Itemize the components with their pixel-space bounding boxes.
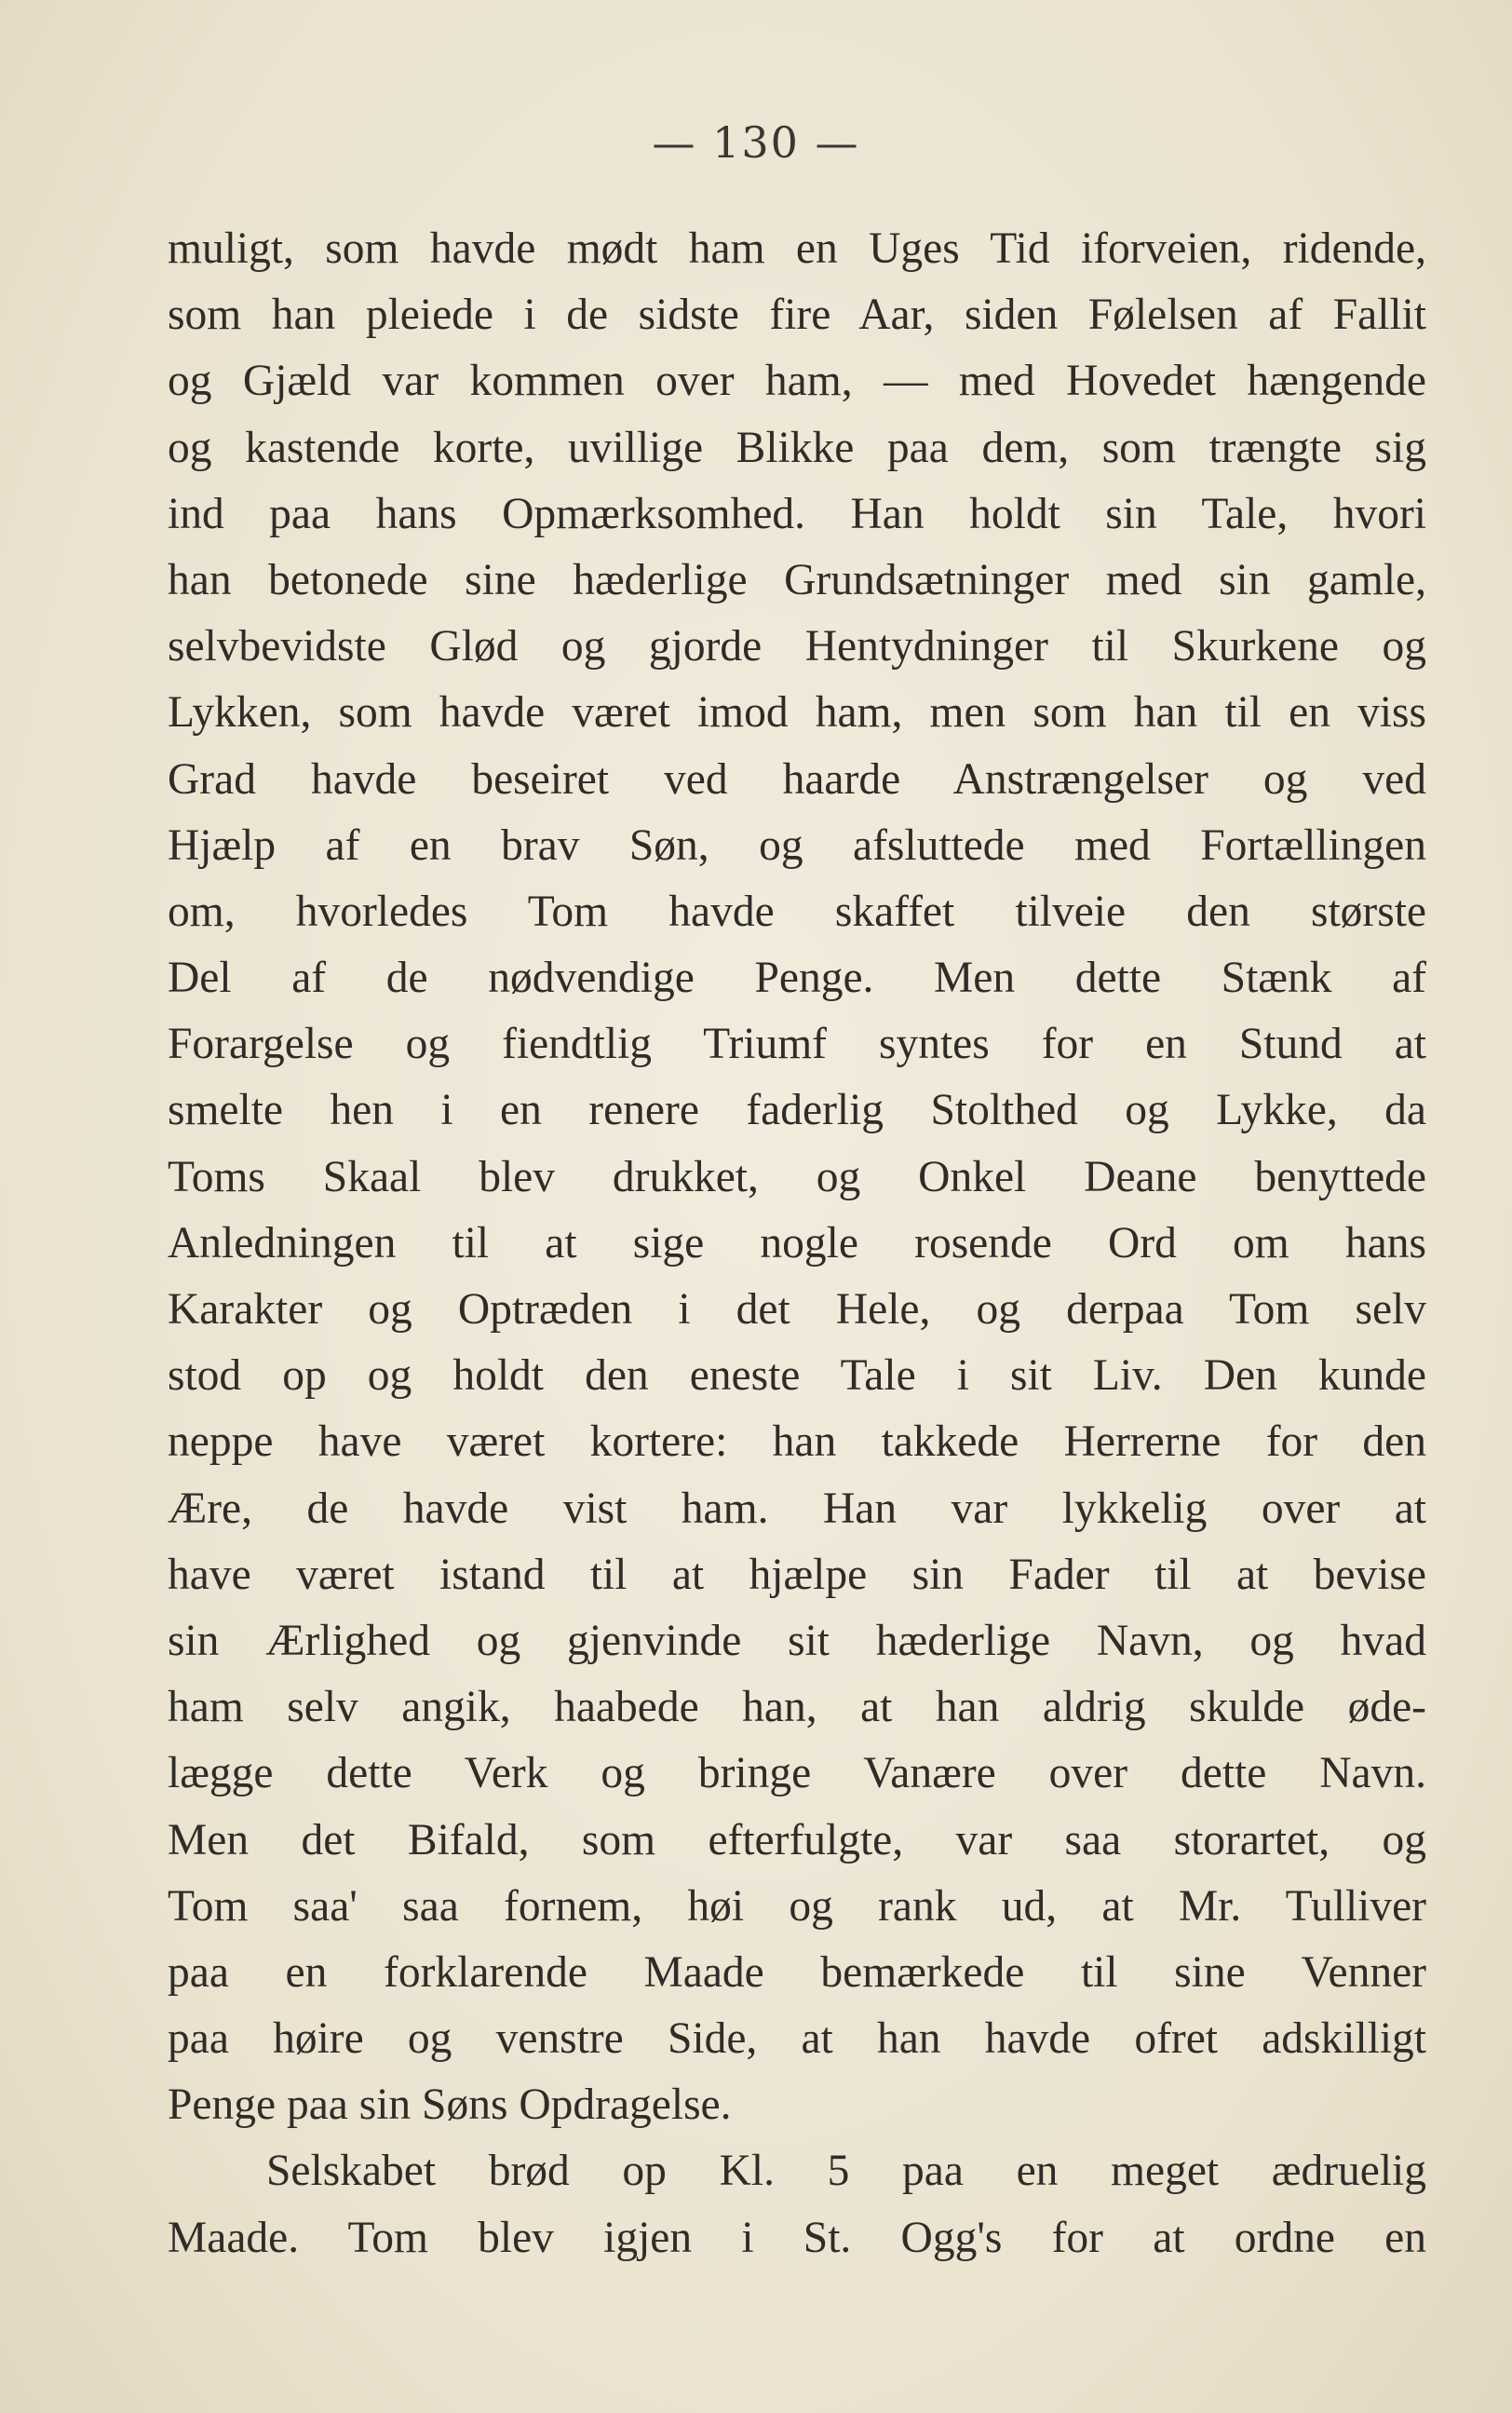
text-line: Maade. Tom blev igjen i St. Ogg's for at ordne en bbox=[168, 2213, 1426, 2262]
text-line: som han pleiede i de sidste fire Aar, siden Følelsen af Fallit bbox=[168, 291, 1426, 340]
text-line: neppe have været kortere: han takkede Herrerne for den bbox=[168, 1417, 1426, 1467]
text-line: Karakter og Optræden i det Hele, og derpaa Tom selv bbox=[168, 1285, 1426, 1334]
text-line: selvbevidste Glød og gjorde Hentydninger til Skurkene og bbox=[168, 622, 1426, 671]
page-number: — 130 — bbox=[652, 117, 860, 168]
body-text bbox=[168, 216, 1426, 2271]
text-line: Forargelse og fiendtlig Triumf syntes for en Stund at bbox=[168, 1020, 1426, 1069]
text-line: sin Ærlighed og gjenvinde sit hæderlige Navn, og hvad bbox=[168, 1616, 1426, 1665]
text-line: om, hvorledes Tom havde skaffet tilveie den største bbox=[168, 887, 1426, 936]
text-line: og Gjæld var kommen over ham, — med Hovedet hængende bbox=[168, 357, 1426, 406]
text-line: paa en forklarende Maade bemærkede til sine Venner bbox=[168, 1947, 1426, 1997]
text-line: smelte hen i en renere faderlig Stolthed og Lykke, da bbox=[168, 1086, 1426, 1135]
text-line: stod op og holdt den eneste Tale i sit Liv. Den kunde bbox=[168, 1351, 1426, 1401]
text-line: have været istand til at hjælpe sin Fader til at bevise bbox=[168, 1550, 1426, 1599]
text-line: Toms Skaal blev drukket, og Onkel Deane benyttede bbox=[168, 1152, 1426, 1201]
text-line: Men det Bifald, som efterfulgte, var saa storartet, og bbox=[168, 1815, 1426, 1864]
text-line: han betonede sine hæderlige Grundsætninger med sin gamle, bbox=[168, 555, 1426, 604]
text-line: muligt, som havde mødt ham en Uges Tid iforveien, ridende, bbox=[168, 224, 1426, 273]
text-line: Anledningen til at sige nogle rosende Ord om hans bbox=[168, 1218, 1426, 1268]
text-line: paa høire og venstre Side, at han havde ofret adskilligt bbox=[168, 2014, 1426, 2064]
text-line: Lykken, som havde været imod ham, men som han til en viss bbox=[168, 688, 1426, 738]
text-line: og kastende korte, uvillige Blikke paa dem, som trængte sig bbox=[168, 423, 1426, 472]
paragraph-end-line: Penge paa sin Søns Opdragelse. bbox=[168, 2081, 732, 2130]
paragraph-start-line: Selskabet brød op Kl. 5 paa en meget ædruelig bbox=[266, 2147, 1426, 2196]
text-line: Grad havde beseiret ved haarde Anstrængelser og ved bbox=[168, 754, 1426, 804]
text-line: lægge dette Verk og bringe Vanære over dette Navn. bbox=[168, 1749, 1426, 1798]
text-line: Tom saa' saa fornem, høi og rank ud, at Mr. Tulliver bbox=[168, 1881, 1426, 1931]
text-line: ham selv angik, haabede han, at han aldrig skulde øde- bbox=[168, 1683, 1426, 1732]
text-line: Hjælp af en brav Søn, og afsluttede med Fortællingen bbox=[168, 820, 1426, 870]
text-line: ind paa hans Opmærksomhed. Han holdt sin Tale, hvori bbox=[168, 489, 1426, 538]
text-line: Del af de nødvendige Penge. Men dette Stænk af bbox=[168, 954, 1426, 1003]
text-line: Ære, de havde vist ham. Han var lykkelig over at bbox=[168, 1484, 1426, 1533]
